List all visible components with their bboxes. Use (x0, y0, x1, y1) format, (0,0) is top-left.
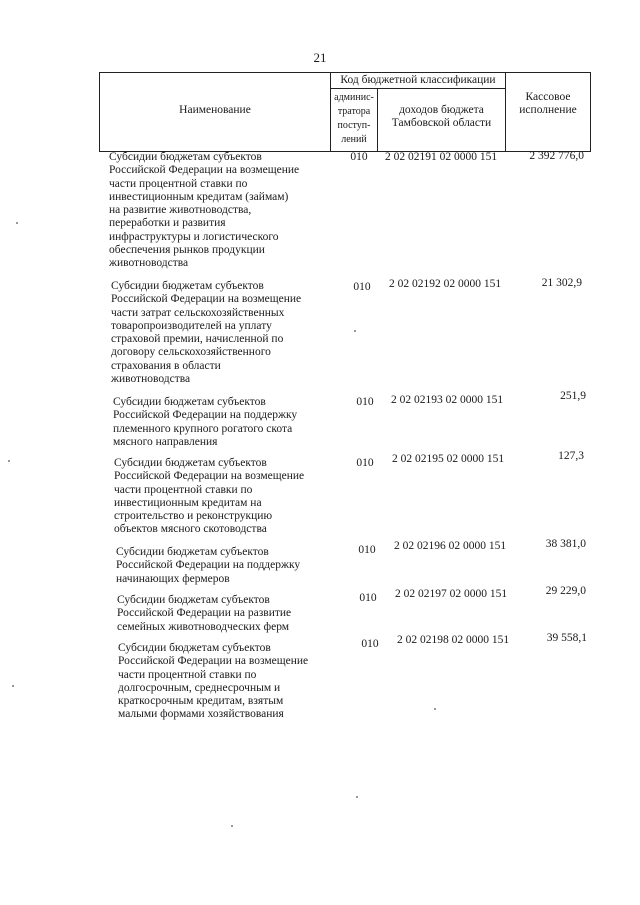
header-code-group-label: Код бюджетной классификации (340, 74, 496, 86)
row-amount: 38 381,0 (545, 538, 586, 550)
row-admin-code: 010 (358, 544, 376, 556)
scan-speck (356, 796, 358, 798)
header-name-label: Наименование (179, 104, 251, 116)
row-name: Субсидии бюджетам субъектов Российской Федерации на возмещение части процентной ставки по инвестиционным кредитам (займам) на развитие животноводства, переработки и развития инфраструктуры и логистического обеспечения рынков продукции животноводства (109, 151, 300, 270)
page-number: 21 (313, 50, 327, 65)
row-admin-code: 010 (356, 396, 374, 408)
row-admin-code: 010 (353, 281, 371, 293)
header-cash-label: Кассовое исполнение (519, 91, 577, 116)
row-classification-code: 2 02 02192 02 0000 151 (389, 278, 502, 290)
row-classification-code: 2 02 02198 02 0000 151 (397, 634, 510, 646)
row-amount: 21 302,9 (541, 277, 582, 289)
header-revenue-label: доходов бюджета Тамбовской области (391, 104, 492, 129)
scan-speck (354, 330, 356, 332)
row-amount: 29 229,0 (545, 585, 586, 597)
row-classification-code: 2 02 02196 02 0000 151 (394, 540, 507, 552)
row-amount: 251,9 (560, 390, 586, 402)
scan-speck (231, 825, 233, 827)
row-name: Субсидии бюджетам субъектов Российской Федерации на возмещение части затрат сельскохозяйственных товаропроизводителей на уплату страховой премии, начисленной по договору сельскохозяйственного страхования в области животноводства (111, 280, 302, 386)
row-classification-code: 2 02 02195 02 0000 151 (392, 453, 505, 465)
row-name: Субсидии бюджетам субъектов Российской Федерации на поддержку начинающих фермеров (116, 546, 301, 585)
row-name: Субсидии бюджетам субъектов Российской Федерации на развитие семейных животноводческих ферм (117, 594, 292, 633)
row-admin-code: 010 (350, 151, 368, 163)
row-admin-code: 010 (359, 592, 377, 604)
header-admin-label: админис- тратора поступ- лений (334, 92, 374, 145)
row-amount: 127,3 (558, 450, 584, 462)
row-name: Субсидии бюджетам субъектов Российской Федерации на поддержку племенного крупного рогатого скота мясного направления (113, 396, 298, 448)
row-admin-code: 010 (356, 457, 374, 469)
scan-speck (8, 460, 10, 462)
row-amount: 39 558,1 (546, 632, 587, 644)
row-name: Субсидии бюджетам субъектов Российской Федерации на возмещение части процентной ставки по долгосрочным, среднесрочным и краткосрочным кредитам, взятым малыми формами хозяйствования (118, 642, 309, 721)
row-classification-code: 2 02 02191 02 0000 151 (385, 151, 498, 163)
row-amount: 2 392 776,0 (529, 150, 584, 162)
row-classification-code: 2 02 02193 02 0000 151 (391, 394, 504, 406)
row-name: Субсидии бюджетам субъектов Российской Федерации на возмещение части процентной ставки по инвестиционным кредитам на строительство и реконструкцию объектов мясного скотоводства (114, 457, 305, 536)
row-classification-code: 2 02 02197 02 0000 151 (395, 588, 508, 600)
scan-speck (16, 222, 18, 224)
scan-speck (12, 685, 14, 687)
row-admin-code: 010 (361, 638, 379, 650)
scan-speck (434, 708, 436, 710)
